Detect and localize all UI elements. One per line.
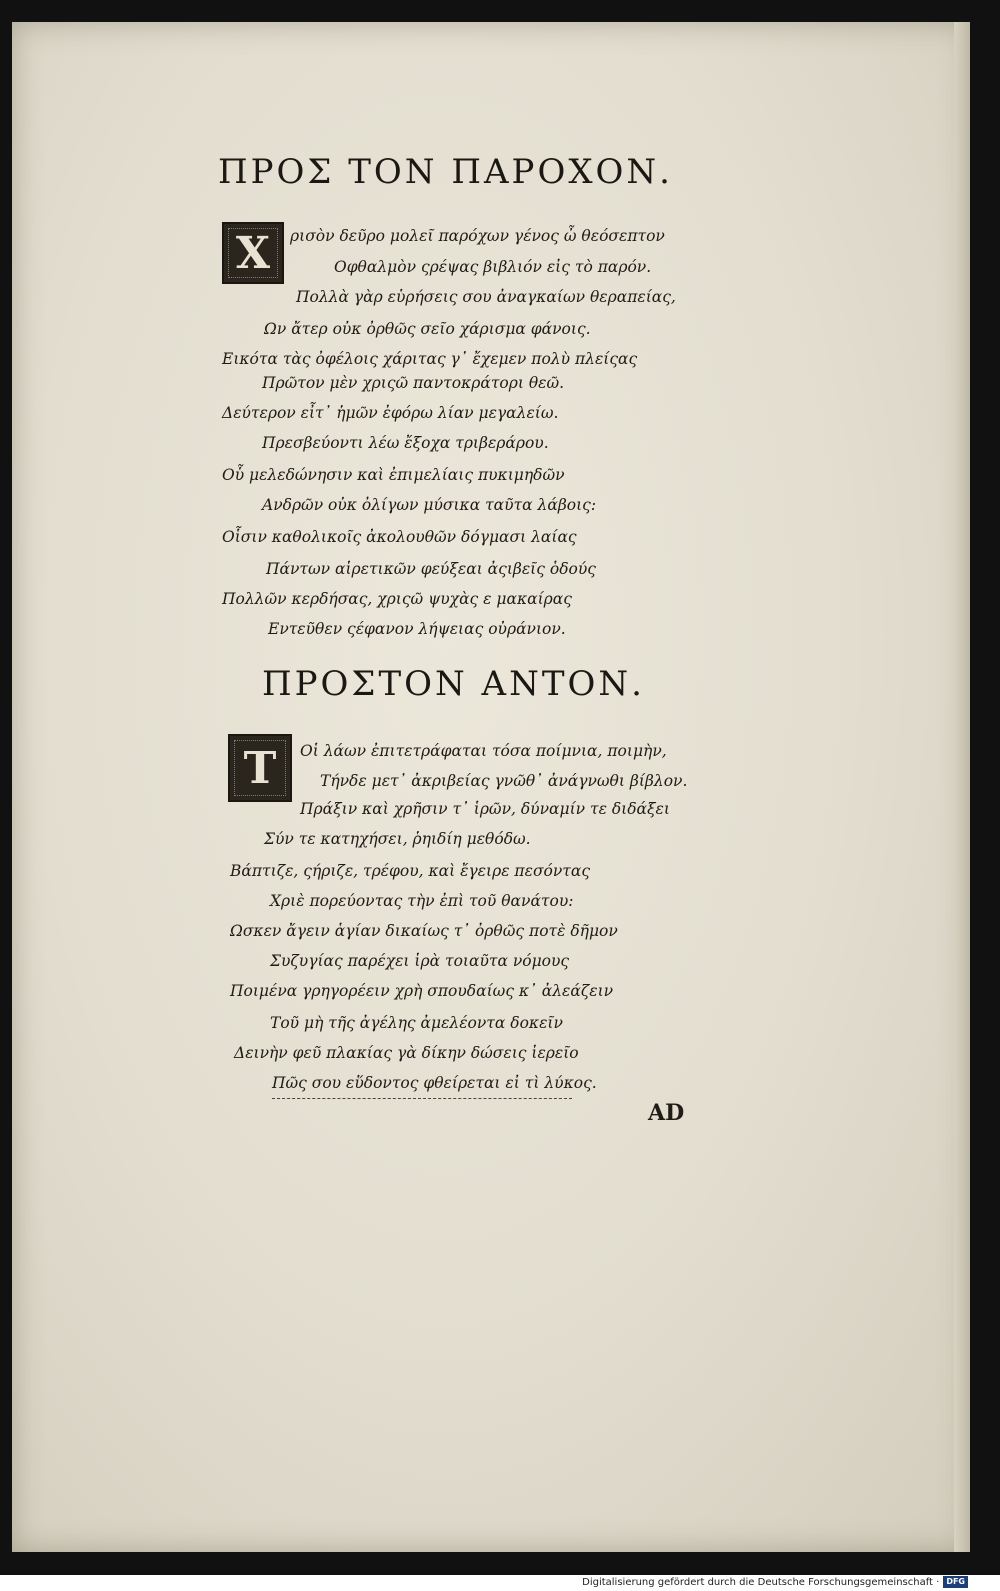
verse-line: Πάντων αἱρετικῶν φεύξεαι ἀςιβεῖς ὁδούς — [266, 560, 596, 578]
verse-line: Οὗ μελεδώνησιν καὶ ἐπιμελίαις πυκιμηδῶν — [222, 466, 565, 484]
verse-line: ρισὸν δεῦρο μολεῖ παρόχων γένος ὦ θεόσεπτον — [290, 227, 665, 245]
verse-line: Συζυγίας παρέχει ἱρὰ τοιαῦτα νόμους — [270, 952, 570, 970]
verse-line: Δεινὴν φεῦ πλακίας γὰ δίκην δώσεις ἱερεῖο — [234, 1044, 579, 1062]
verse-line: Πρῶτον μὲν χριςῶ παντοκράτορι θεῶ. — [262, 374, 565, 392]
verse-line: Ανδρῶν οὐκ ὀλίγων μύσικα ταῦτα λάβοις: — [262, 496, 597, 514]
verse-line: Βάπτιζε, ςήριζε, τρέφου, καὶ ἔγειρε πεσόντας — [230, 862, 590, 880]
divider — [272, 1098, 572, 1099]
dfg-logo-icon: DFG — [943, 1576, 968, 1588]
digitization-credit — [582, 1576, 968, 1588]
credit-text: Digitalisierung gefördert durch die Deutsche Forschungsgemeinschaft · — [582, 1576, 940, 1588]
verse-line: Οἷσιν καθολικοῖς ἀκολουθῶν δόγμασι λαίας — [222, 528, 577, 546]
verse-line: Σύν τε κατηχήσει, ῥηιδίη μεθόδω. — [264, 830, 531, 848]
poem-title-1: ΠΡΟΣ ΤΟΝ ΠΑΡΟΧΟΝ. — [218, 152, 673, 192]
verse-line: Εικότα τὰς ὀφέλοις χάριτας γ᾽ ἔχεμεν πολὺ πλείςας — [222, 350, 638, 368]
verse-line: Πολλὰ γὰρ εὑρήσεις σου ἀναγκαίων θεραπείας, — [296, 288, 676, 306]
verse-line: Οφθαλμὸν ςρέψας βιβλιόν εἰς τὸ παρόν. — [334, 258, 652, 276]
verse-line: Δεύτερον εἶτ᾽ ἡμῶν ἐφόρω λίαν μεγαλείω. — [222, 404, 559, 422]
verse-line: Ωσκεν ἄγειν ἁγίαν δικαίως τ᾽ ὀρθῶς ποτὲ δῆμον — [230, 922, 618, 940]
drop-cap-letter: Χ — [235, 227, 271, 279]
verse-line: Πῶς σου εὕδοντος φθείρεται εἰ τὶ λύκος. — [272, 1074, 597, 1092]
page-edge — [954, 22, 970, 1552]
catchword: AD — [648, 1100, 685, 1126]
verse-line: Πράξιν καὶ χρῆσιν τ᾽ ἱρῶν, δύναμίν τε διδάξει — [300, 800, 670, 818]
verse-line: Εντεῦθεν ςέφανον λήψειας οὐράνιον. — [268, 620, 566, 638]
verse-line: Πρεσβεύοντι λέω ἔξοχα τριβεράρου. — [262, 434, 549, 452]
drop-cap-letter: Τ — [243, 742, 277, 794]
verse-line: Τήνδε μετ᾽ ἀκριβείας γνῶθ᾽ ἀνάγνωθι βίβλον. — [320, 772, 688, 790]
verse-line: Οἱ λάων ἐπιτετράφαται τόσα ποίμνια, ποιμὴν, — [300, 742, 667, 760]
poem-title-2: ΠΡΟΣΤΟΝ ΑΝΤΟΝ. — [262, 664, 645, 704]
verse-line: Χριὲ πορεύοντας τὴν ἐπὶ τοῦ θανάτου: — [270, 892, 574, 910]
verse-line: Ων ἄτερ οὐκ ὀρθῶς σεῖο χάρισμα φάνοις. — [264, 320, 591, 338]
verse-line: Τοῦ μὴ τῆς ἀγέλης ἀμελέοντα δοκεῖν — [270, 1014, 563, 1032]
ornamental-initial-icon — [222, 222, 284, 284]
ornamental-initial-icon — [228, 734, 292, 802]
verse-line: Ποιμένα γρηγορέειν χρὴ σπουδαίως κ᾽ ἀλεάζειν — [230, 982, 614, 1000]
verse-line: Πολλῶν κερδήσας, χριςῶ ψυχὰς ε μακαίρας — [222, 590, 572, 608]
